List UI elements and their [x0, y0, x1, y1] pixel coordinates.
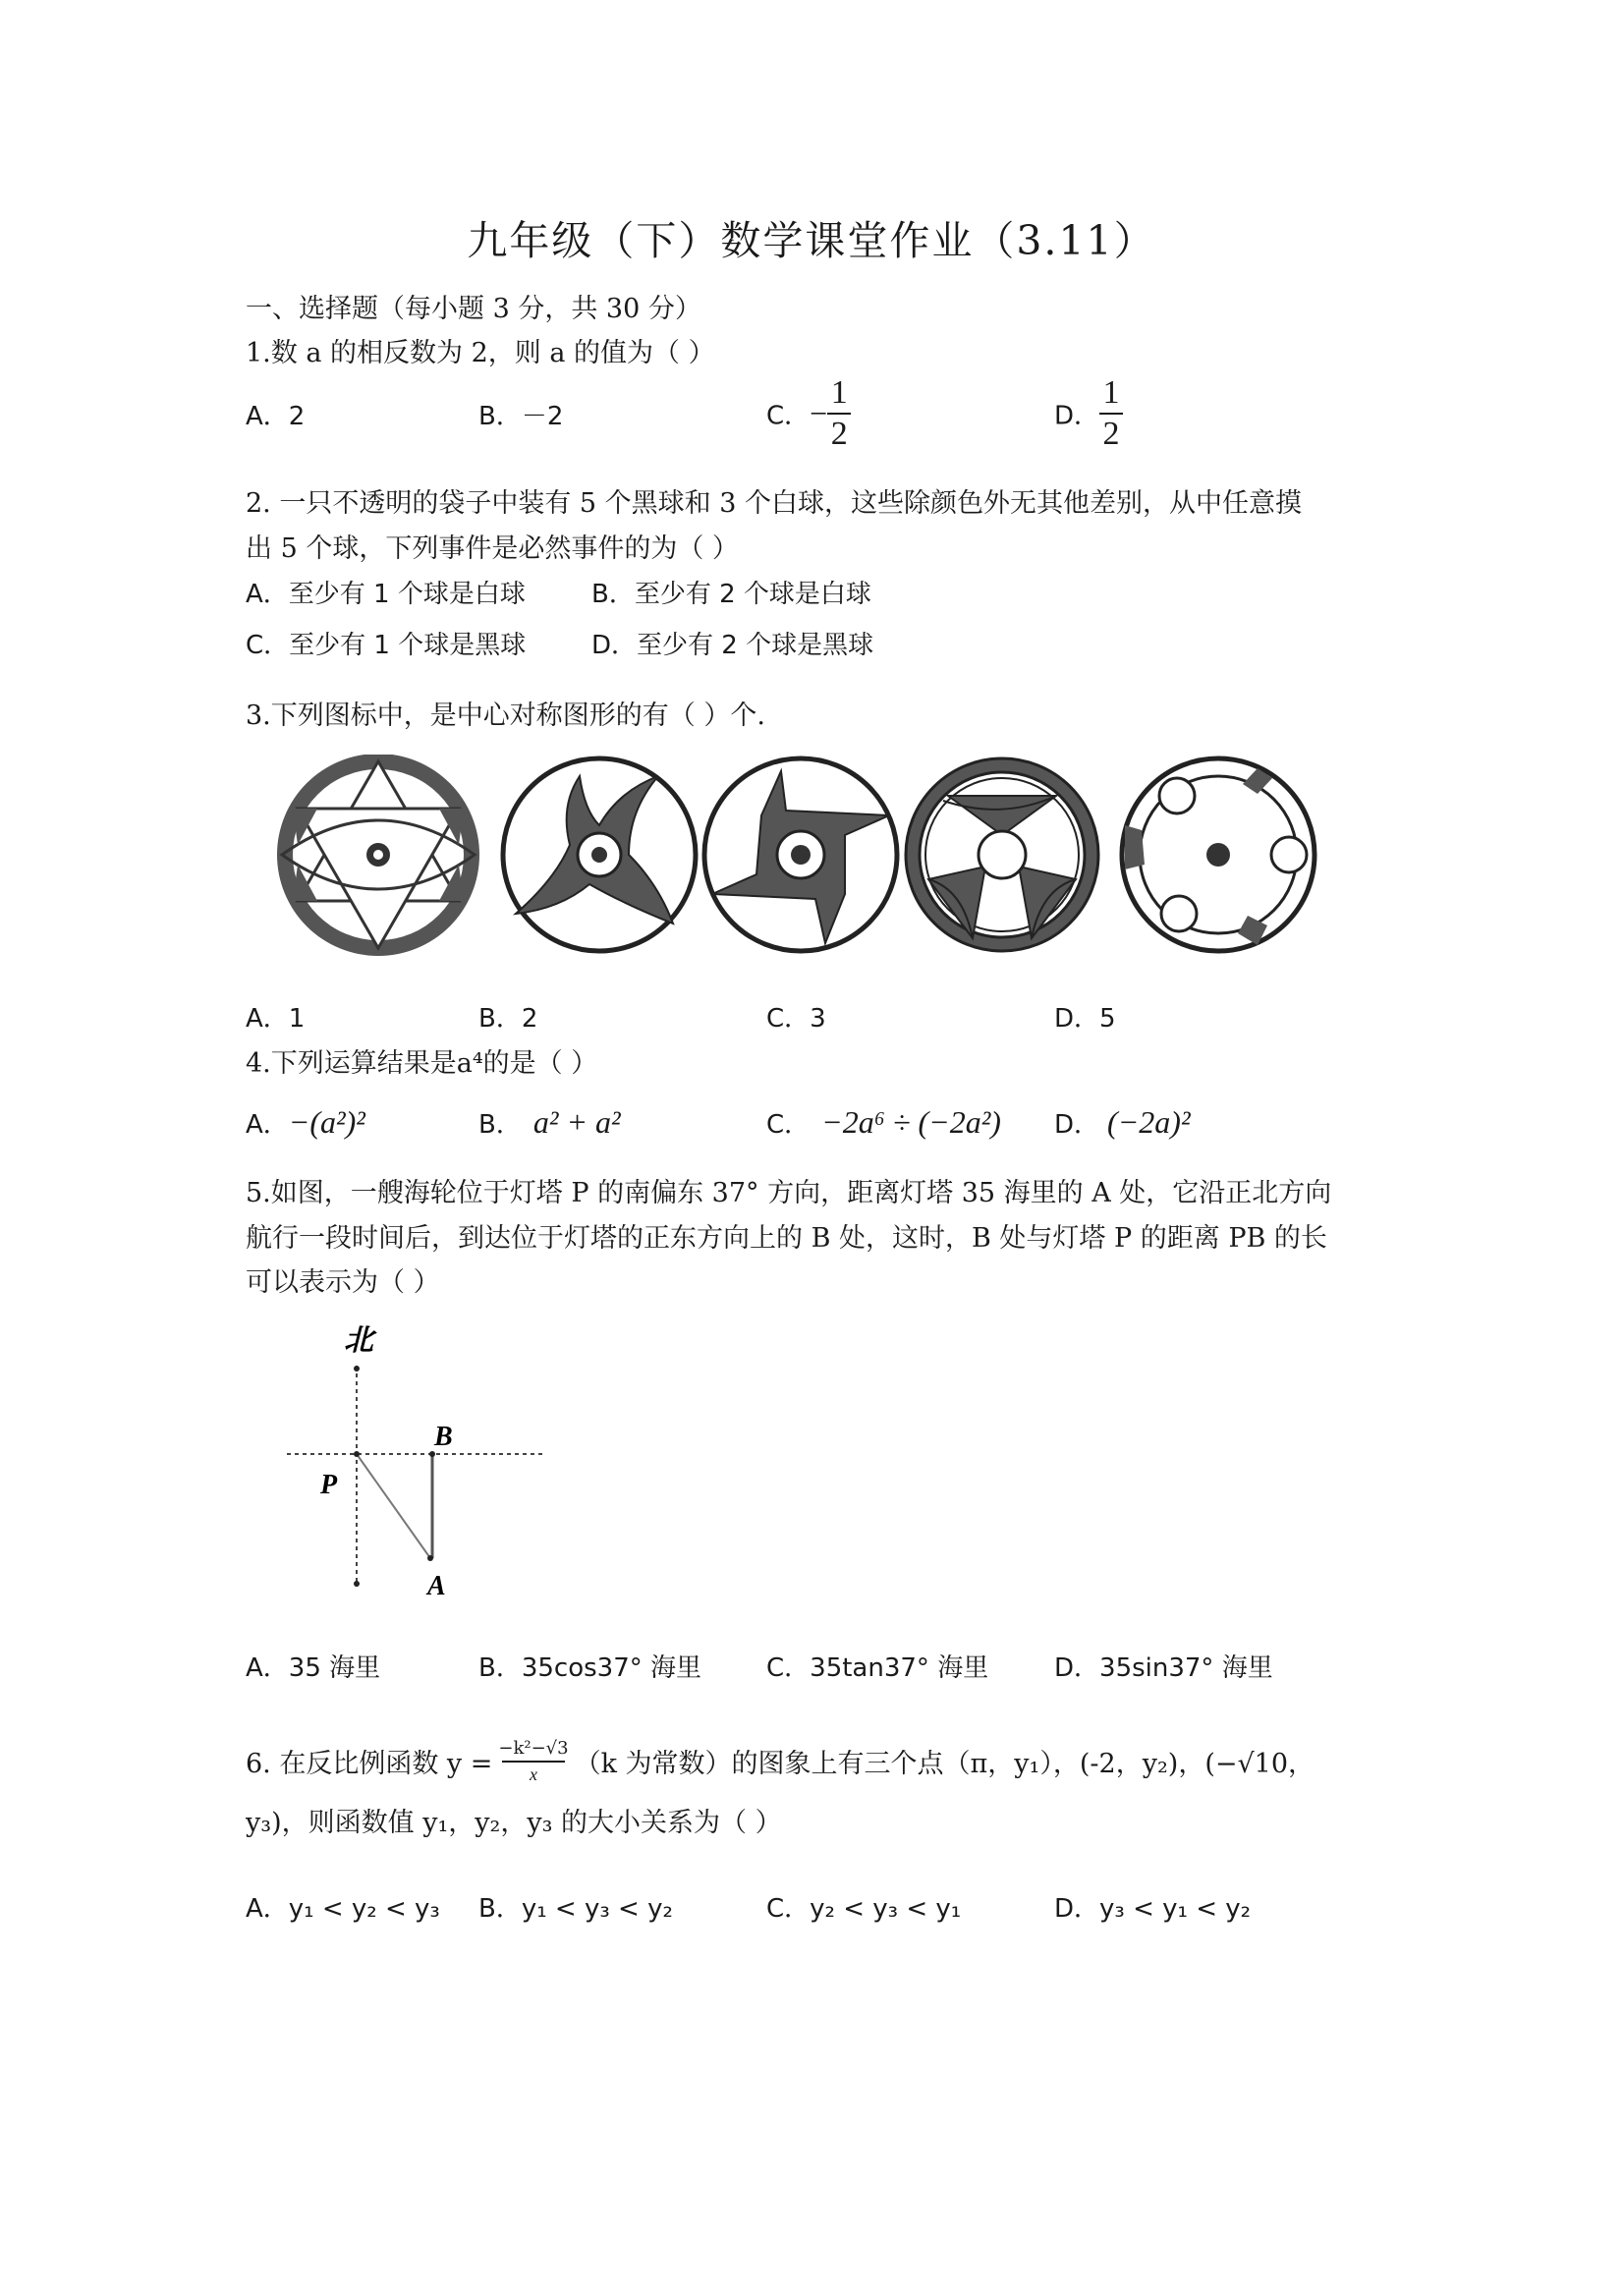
- q4-option-b-label: B．: [478, 1110, 522, 1140]
- q3-stem: 3.下列图标中，是中心对称图形的有（ ）个.: [246, 700, 765, 731]
- q6-option-c: C．y₂ < y₃ < y₁: [766, 1894, 962, 1924]
- q6-frac-numerator: −k²−√3: [498, 1738, 569, 1759]
- q6-stem-post: （k 为常数）的图象上有三个点（π，y₁），(-2，y₂)，(−√10，: [574, 1749, 1315, 1780]
- q4-option-a-label: A．: [246, 1110, 289, 1140]
- q6-stem-line2: y₃)，则函数值 y₁，y₂，y₃ 的大小关系为（ ）: [246, 1808, 782, 1838]
- square-swirl-icon: [704, 758, 897, 951]
- q4-option-c-expr: −2a⁶ ÷ (−2a²): [821, 1104, 1001, 1140]
- q1-c-numerator: 1: [830, 374, 848, 411]
- q1-option-c-fraction: [827, 375, 851, 452]
- shuriken-icon: [503, 758, 696, 951]
- three-circles-icon: [1122, 758, 1315, 951]
- q6-fraction: [498, 1739, 568, 1784]
- q6-option-b: B．y₁ < y₃ < y₂: [478, 1894, 673, 1924]
- section-heading: 一、选择题（每小题 3 分，共 30 分）: [246, 294, 701, 324]
- q5-option-d: D．35sin37° 海里: [1054, 1653, 1273, 1683]
- page-title: 九年级（下）数学课堂作业（3.11）: [467, 217, 1156, 264]
- q5-stem-line2: 航行一段时间后，到达位于灯塔的正东方向上的 B 处，这时，B 处与灯塔 P 的距离 PB 的长: [246, 1223, 1327, 1254]
- q3-option-a: A．1: [246, 1004, 306, 1034]
- q3-icons-figure: [270, 755, 1371, 971]
- q2-stem-line1: 2. 一只不透明的袋子中装有 5 个黑球和 3 个白球，这些除颜色外无其他差别，从中任意摸: [246, 488, 1303, 519]
- star-eye-icon: [277, 755, 479, 956]
- q4-option-c-label: C．: [766, 1110, 811, 1140]
- q2-option-c: C．至少有 1 个球是黑球: [246, 631, 527, 660]
- q1-d-numerator: 1: [1102, 374, 1120, 411]
- q5-compass-figure: [275, 1316, 570, 1611]
- q4-stem: 4.下列运算结果是a⁴的是（ ）: [246, 1048, 598, 1079]
- q1-option-d: [1054, 375, 1123, 452]
- q1-stem: 1.数 a 的相反数为 2，则 a 的值为（ ）: [246, 338, 715, 368]
- q5-stem-line1: 5.如图，一艘海轮位于灯塔 P 的南偏东 37° 方向，距离灯塔 35 海里的 A 处，它沿正北方向: [246, 1178, 1332, 1208]
- q1-option-c-sign: −: [810, 395, 828, 431]
- q1-option-b: B．－2: [478, 402, 564, 431]
- q6-option-a: A．y₁ < y₂ < y₃: [246, 1894, 440, 1924]
- q1-option-d-fraction: [1099, 375, 1123, 452]
- q3-option-b: B．2: [478, 1004, 538, 1034]
- q5-stem-line3: 可以表示为（ ）: [246, 1267, 440, 1298]
- q5-option-a: A．35 海里: [246, 1653, 381, 1683]
- point-a-label: A: [427, 1571, 446, 1601]
- q2-option-b: B．至少有 2 个球是白球: [591, 580, 871, 609]
- q6-frac-denominator: x: [530, 1764, 537, 1784]
- q2-option-a: A．至少有 1 个球是白球: [246, 580, 526, 609]
- q4-option-b-expr: a² + a²: [532, 1104, 621, 1140]
- q1-d-denominator: 2: [1102, 416, 1120, 452]
- q4-option-d: [1054, 1104, 1191, 1141]
- q4-option-a-expr: −(a²)²: [288, 1104, 365, 1140]
- q4-option-b: [478, 1104, 621, 1141]
- north-label: 北: [344, 1324, 373, 1357]
- q1-c-denominator: 2: [830, 416, 848, 452]
- q2-stem-line2: 出 5 个球，下列事件是必然事件的为（ ）: [246, 533, 739, 564]
- triskelion-icon: [906, 758, 1098, 951]
- q4-option-c: [766, 1104, 1001, 1141]
- q1-option-a: A．2: [246, 402, 306, 431]
- q1-option-d-label: D．: [1054, 401, 1100, 431]
- q4-option-d-expr: (−2a)²: [1107, 1104, 1191, 1140]
- point-p-label: P: [320, 1470, 338, 1500]
- q5-option-b: B．35cos37° 海里: [478, 1653, 702, 1683]
- q6-stem-line1: [246, 1739, 1315, 1784]
- q4-option-d-label: D．: [1054, 1110, 1100, 1140]
- q4-option-a: [246, 1104, 365, 1141]
- q6-stem-pre: 6. 在反比例函数 y =: [246, 1749, 493, 1780]
- q3-option-c: C．3: [766, 1004, 826, 1034]
- q1-option-c: [766, 375, 851, 452]
- q3-option-d: D．5: [1054, 1004, 1116, 1034]
- q6-option-d: D．y₃ < y₁ < y₂: [1054, 1894, 1252, 1924]
- q2-option-d: D．至少有 2 个球是黑球: [591, 631, 874, 660]
- q1-option-c-label: C．: [766, 401, 811, 431]
- q5-option-c: C．35tan37° 海里: [766, 1653, 989, 1683]
- point-b-label: B: [434, 1422, 453, 1452]
